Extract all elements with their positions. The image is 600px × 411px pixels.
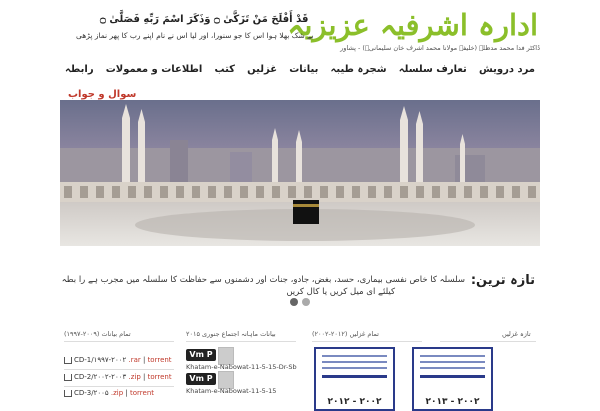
book-line <box>420 367 485 369</box>
book-line <box>420 355 485 357</box>
download-row: CD-2/۲۰۰۲-۲۰۰۳ .zip | torrent <box>64 373 172 381</box>
book-line <box>420 361 485 363</box>
ticker-text-continued[interactable]: کیلئے ای میل کریں یا کال کریں <box>286 287 395 297</box>
slider-dots <box>290 298 310 306</box>
video-badge[interactable]: Vm P <box>186 373 216 385</box>
hero-image-kaaba <box>60 100 540 246</box>
divider <box>64 341 174 342</box>
divider <box>186 341 296 342</box>
ticker-label: تازہ ترین: <box>470 273 535 288</box>
book-line <box>322 375 387 378</box>
book-year: ۲۰۱۲ - ۲۰۰۲ <box>327 397 382 407</box>
video-caption[interactable]: Khatam-e-Nabowat-11-5-15-Dr-Sb <box>186 363 297 371</box>
download-torrent-link[interactable]: torrent <box>147 373 172 381</box>
nav-item-bayanat[interactable]: بیانات <box>289 63 319 75</box>
nav-item-mard-darvesh[interactable]: مرد درویش <box>478 63 535 75</box>
divider <box>64 386 174 387</box>
nav-item-ghazlen[interactable]: غزلیں <box>247 63 278 75</box>
download-label: CD-2/۲۰۰۲-۲۰۰۳ <box>74 373 127 381</box>
book-line <box>322 361 387 363</box>
book-year: ۲۰۱۳ - ۲۰۰۲ <box>425 397 480 407</box>
site-logo-title[interactable]: ادارہ اشرفیہ عزیزیہ <box>287 8 538 42</box>
book-cover[interactable] <box>314 347 395 411</box>
download-row: CD-1/۱۹۹۷-۲۰۰۲ .rar | torrent <box>64 356 172 364</box>
site-logo-subtitle: ڈاکٹر فدا محمد مدظلہ (خلیفہ مولانا محمد اشرف خان سلیمانیؒ) - پشاور <box>340 44 540 52</box>
video-caption[interactable]: Khatam-e-Nabowat-11-5-15 <box>186 387 277 395</box>
video-badge[interactable]: Vm P <box>186 349 216 361</box>
books-title: تمام غزلیں (۲۰۱۲-۲۰۰۲) <box>312 330 379 338</box>
download-icon <box>64 357 72 364</box>
nav-item-kutub[interactable]: کتب <box>214 63 235 75</box>
download-torrent-link[interactable]: torrent <box>147 356 172 364</box>
download-row: CD-3/۲۰۰۵ .zip | torrent <box>64 389 154 397</box>
nav-item-taaruf-silsila[interactable]: تعارف سلسلہ <box>398 63 467 75</box>
downloads-title: تمام بیانات (۲۰۰۹-۱۹۹۷) <box>64 330 131 338</box>
download-format-link[interactable]: .zip <box>128 373 141 381</box>
hero-illustration <box>60 100 540 246</box>
nav-item-rabta[interactable]: رابطہ <box>65 63 94 75</box>
download-label: CD-3/۲۰۰۵ <box>74 389 109 397</box>
header-verse: قَدْ أَفْلَحَ مَنْ تَزَكَّىٰ ۝ وَذَكَرَ اسْمَ رَبِّهِ فَصَلَّىٰ ۝ <box>100 14 309 25</box>
divider <box>312 341 422 342</box>
download-label: CD-1/۱۹۹۷-۲۰۰۲ <box>74 356 127 364</box>
main-nav <box>60 58 540 80</box>
download-format-link[interactable]: .rar <box>128 356 141 364</box>
book-cover[interactable] <box>412 347 493 411</box>
nav-item-shajra[interactable]: شجرہ طیبہ <box>330 63 387 75</box>
site-header <box>0 0 600 58</box>
videos-title: بیانات ماہانہ اجتماع جنوری ۲۰۱۵ <box>186 330 276 338</box>
nav-item-sawal-jawab[interactable]: سوال و جواب <box>60 87 144 104</box>
download-icon <box>64 390 72 397</box>
download-torrent-link[interactable]: torrent <box>130 389 154 397</box>
book-line <box>322 355 387 357</box>
book-line <box>420 375 485 378</box>
nav-item-ittilaat[interactable]: اطلاعات و معمولات <box>105 63 203 75</box>
news-ticker <box>61 271 535 297</box>
header-verse-translation: بے شک بھلا ہوا اس کا جو سنورا، اور لیا اس نے نام اپنے رب کا پھر نماز پڑھی <box>76 31 314 40</box>
divider <box>440 341 536 342</box>
download-format-link[interactable]: .zip <box>110 389 124 397</box>
ticker-text[interactable]: سلسلہ کا خاص نفسی بیماری، حسد، بغض، جادو، جنات اور دشمنوں سے حفاظت کا سلسلہ میں مجرب ہے را بطہ <box>61 275 465 285</box>
download-icon <box>64 374 72 381</box>
book-line <box>322 367 387 369</box>
slider-dot-1[interactable] <box>290 298 298 306</box>
slider-dot-2[interactable] <box>302 298 310 306</box>
divider <box>64 369 174 370</box>
right-column-title: تازہ غزلیں <box>502 330 531 338</box>
